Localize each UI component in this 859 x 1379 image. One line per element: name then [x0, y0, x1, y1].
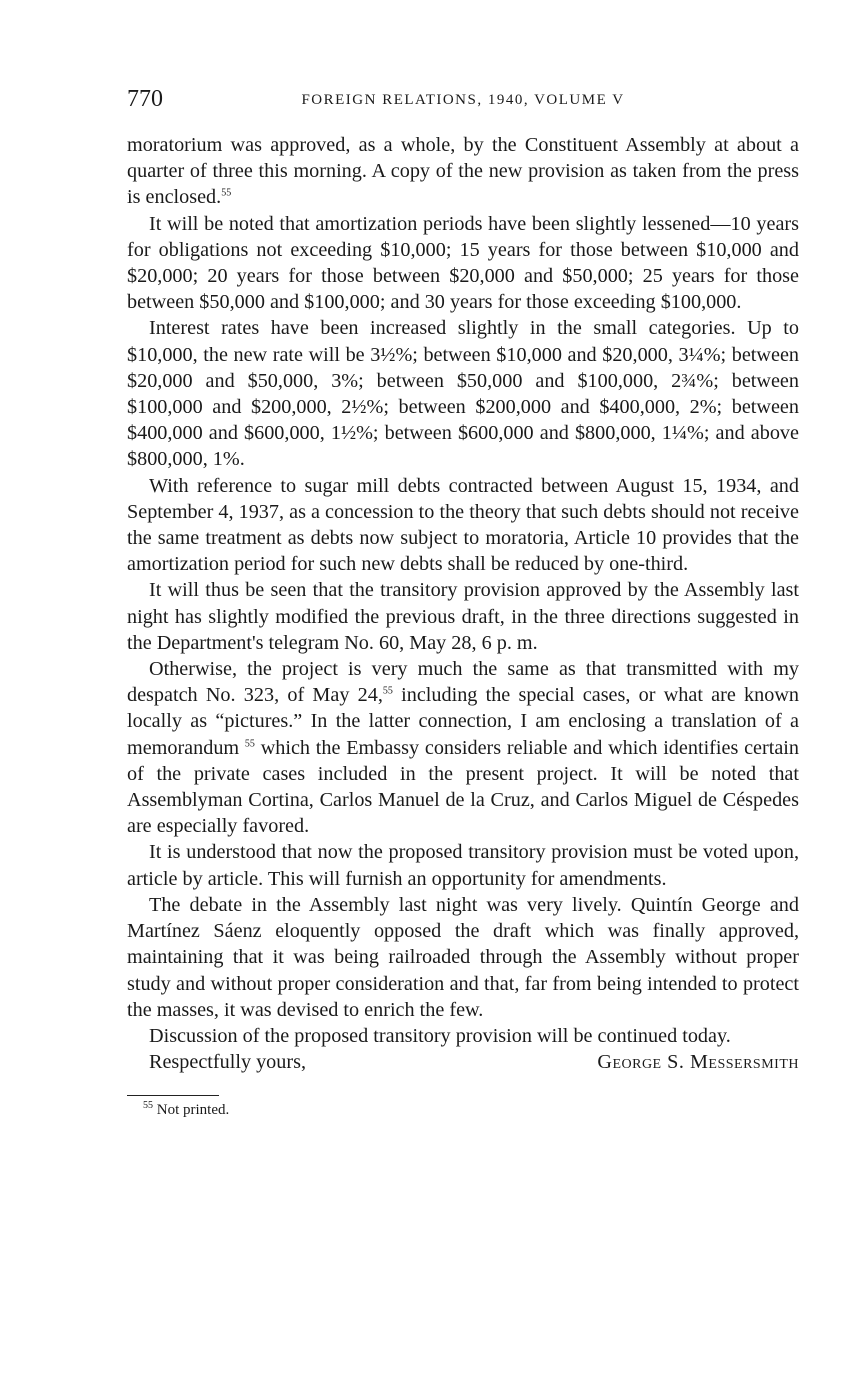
- paragraph-8: The debate in the Assembly last night was very lively. Quintín George and Martínez Sáenz eloquently opposed the draft which was finally approved, maintaining that it was being railroaded through the Assembly without proper study and without proper consideration and that, far from being intended to protect the masses, it was devised to enrich the few.: [127, 893, 799, 1021]
- footnote-text: Not printed.: [156, 1102, 230, 1119]
- letter-body: [127, 132, 799, 1049]
- footnote: [127, 1102, 799, 1119]
- document-page: [127, 86, 799, 1119]
- footnote-ref: 55: [244, 737, 255, 749]
- footnote-ref: 55: [382, 685, 393, 697]
- paragraph-9: Discussion of the proposed transitory provision will be continued today.: [149, 1024, 731, 1047]
- paragraph-6-text-a: Otherwise, the project is very much the same as that transmitted with my despatch No. 323, of May 24,: [127, 658, 799, 707]
- paragraph-4: With reference to sugar mill debts contracted between August 15, 1934, and September 4, 1937, as a concession to the theory that such debts should not receive the same treatment as debts now subject to moratoria, Article 10 provides that the amortization period for such new debts shall be reduced by one-third.: [127, 474, 799, 576]
- closing: [127, 1049, 799, 1075]
- paragraph-6-text-b: including the special cases, or what are known locally as “pictures.” In the latter connection, I am enclosing a translation of a memorandum: [127, 684, 799, 759]
- page-header: [127, 86, 799, 116]
- paragraph-1-text: moratorium was approved, as a whole, by the Constituent Assembly at about a quarter of three this morning. A copy of the new provision as taken from the press is enclosed.: [127, 134, 799, 209]
- page-number: 770: [127, 86, 163, 112]
- paragraph-1: [127, 132, 799, 211]
- footnote-divider: [127, 1095, 219, 1096]
- signature: George S. Messersmith: [597, 1051, 799, 1074]
- paragraph-2: It will be noted that amortization periods have been slightly lessened—10 years for obligations not exceeding $10,000; 15 years for those between $10,000 and $20,000; 20 years for those between $20,000 and $50,000; 25 years for those between $50,000 and $100,000; and 30 years for those exceeding $100,000.: [127, 212, 799, 314]
- footnote-ref: 55: [221, 187, 232, 199]
- paragraph-5: It will thus be seen that the transitory provision approved by the Assembly last night has slightly modified the previous draft, in the three directions suggested in the Department's telegram No. 60, May 28, 6 p. m.: [127, 579, 799, 654]
- running-head: FOREIGN RELATIONS, 1940, VOLUME V: [301, 92, 625, 108]
- paragraph-6-text-c: which the Embassy considers reliable and which identifies certain of the private cases included in the present project. It will be noted that Assemblyman Cortina, Carlos Manuel de la Cruz, and Carlos Miguel de Céspedes are especially favored.: [127, 736, 800, 838]
- paragraph-7: It is understood that now the proposed transitory provision must be voted upon, article by article. This will furnish an opportunity for amendments.: [127, 841, 799, 890]
- footnote-marker: 55: [143, 1100, 153, 1112]
- paragraph-6: [127, 656, 799, 839]
- salutation: Respectfully yours,: [149, 1051, 306, 1074]
- paragraph-3: Interest rates have been increased slightly in the small categories. Up to $10,000, the new rate will be 3½%; between $10,000 and $20,000, 3¼%; between $20,000 and $50,000, 3%; between $50,000 and $100,000, 2¾%; between $100,000 and $200,000, 2½%; between $200,000 and $400,000, 2%; between $400,000 and $600,000, 1½%; between $600,000 and $800,000, 1¼%; and above $800,000, 1%.: [127, 317, 799, 471]
